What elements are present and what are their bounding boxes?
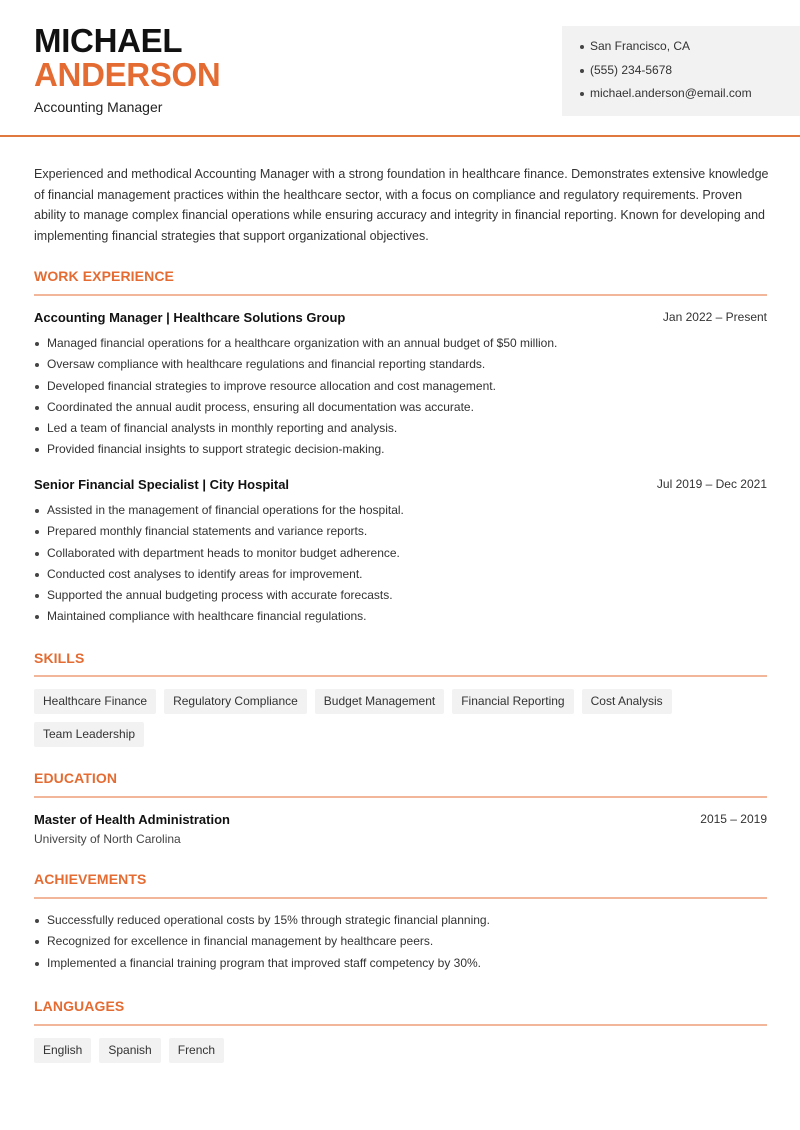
- section-divider: [34, 1024, 767, 1026]
- bullet-icon: [35, 363, 39, 367]
- contact-phone-text: (555) 234-5678: [590, 62, 673, 77]
- skill-tag: Team Leadership: [34, 722, 144, 747]
- bullet-text: Oversaw compliance with healthcare regulations and financial reporting standards.: [47, 357, 486, 372]
- bullet-text: Coordinated the annual audit process, ensuring all documentation was accurate.: [47, 399, 474, 414]
- languages-tags: [34, 1038, 774, 1063]
- bullet-icon: [35, 406, 39, 410]
- school-name: University of North Carolina: [34, 832, 181, 846]
- bullet-text: Managed financial operations for a healthcare organization with an annual budget of $50 million.: [47, 336, 558, 350]
- list-item: [34, 912, 767, 933]
- list-item: [34, 356, 767, 377]
- job-dates: Jul 2019 – Dec 2021: [656, 477, 767, 491]
- bullet-icon: [35, 385, 39, 389]
- language-tag: English: [34, 1038, 91, 1063]
- education-entry-header: [34, 812, 767, 830]
- language-tag: Spanish: [99, 1038, 160, 1063]
- bullet-icon: [35, 962, 39, 966]
- job-bullets: [34, 335, 767, 463]
- job-bullets: [34, 502, 767, 630]
- language-tag: French: [169, 1038, 224, 1063]
- bullet-icon: [35, 509, 39, 513]
- section-title-achievements: ACHIEVEMENTS: [34, 871, 147, 887]
- bullet-icon: [35, 552, 39, 556]
- list-item: [34, 420, 767, 441]
- first-name: MICHAEL: [34, 22, 183, 59]
- list-item: [34, 955, 767, 976]
- bullet-text: Recognized for excellence in financial management by healthcare peers.: [47, 934, 434, 949]
- bullet-text: Successfully reduced operational costs by 15% through strategic financial planning.: [47, 913, 490, 927]
- list-item: [34, 523, 767, 544]
- bullet-icon: [35, 342, 39, 346]
- bullet-icon: [35, 940, 39, 944]
- list-item: [34, 608, 767, 629]
- last-name: ANDERSON: [34, 56, 221, 93]
- job-entry-header: [34, 477, 767, 495]
- section-divider: [34, 897, 767, 899]
- list-item: [34, 399, 767, 420]
- bullet-icon: [35, 448, 39, 452]
- section-title-education: EDUCATION: [34, 770, 118, 786]
- bullet-text: Led a team of financial analysts in monthly reporting and analysis.: [47, 421, 398, 436]
- contact-location: [580, 38, 800, 62]
- bullet-text: Implemented a financial training program that improved staff competency by 30%.: [47, 955, 482, 970]
- bullet-icon: [35, 530, 39, 534]
- contact-phone: [580, 62, 800, 86]
- job-title-company: Senior Financial Specialist | City Hospital: [34, 477, 290, 492]
- list-item: [34, 502, 767, 523]
- contact-location-text: San Francisco, CA: [590, 39, 691, 53]
- contact-email: [580, 85, 800, 109]
- bullet-text: Conducted cost analyses to identify areas for improvement.: [47, 566, 363, 581]
- section-title-languages: LANGUAGES: [34, 998, 125, 1014]
- job-title: Accounting Manager: [34, 99, 163, 115]
- list-item: [34, 587, 767, 608]
- list-item: [34, 441, 767, 462]
- bullet-icon: [35, 919, 39, 923]
- professional-summary: Experienced and methodical Accounting Manager with a strong foundation in healthcare finance. Demonstrates extensive knowledge of financial management practices within the healthcare sector, with a focus on compliance and regulatory requirements. Proven ability to manage complex financial operations while ensuring accuracy and integrity in financial reporting. Known for developing and implementing financial strategies that support organizational objectives.: [34, 167, 769, 243]
- contact-email-text: michael.anderson@email.com: [590, 86, 752, 100]
- list-item: [34, 545, 767, 566]
- education-dates: 2015 – 2019: [700, 812, 767, 826]
- contact-box: [562, 26, 800, 116]
- achievements-list: [34, 912, 767, 976]
- bullet-icon: [580, 45, 584, 49]
- job-entry-header: [34, 310, 767, 328]
- list-item: [34, 566, 767, 587]
- bullet-icon: [580, 92, 584, 96]
- section-title-skills: SKILLS: [34, 650, 85, 666]
- bullet-text: Supported the annual budgeting process with accurate forecasts.: [47, 588, 393, 603]
- bullet-text: Maintained compliance with healthcare financial regulations.: [47, 609, 367, 624]
- bullet-text: Collaborated with department heads to monitor budget adherence.: [47, 545, 400, 560]
- bullet-icon: [35, 573, 39, 577]
- resume-header: [0, 0, 800, 137]
- degree: Master of Health Administration: [34, 812, 230, 827]
- job-title-company: Accounting Manager | Healthcare Solutions Group: [34, 310, 346, 325]
- bullet-text: Prepared monthly financial statements and variance reports.: [47, 524, 368, 539]
- bullet-text: Assisted in the management of financial operations for the hospital.: [47, 503, 404, 517]
- skill-tag: Regulatory Compliance: [164, 689, 307, 714]
- list-item: [34, 335, 767, 356]
- skill-tag: Financial Reporting: [452, 689, 573, 714]
- job-dates: Jan 2022 – Present: [662, 310, 767, 324]
- bullet-icon: [35, 615, 39, 619]
- skill-tag: Cost Analysis: [582, 689, 672, 714]
- bullet-text: Developed financial strategies to improve resource allocation and cost management.: [47, 378, 496, 393]
- section-divider: [34, 675, 767, 677]
- list-item: [34, 378, 767, 399]
- skill-tag: Budget Management: [315, 689, 444, 714]
- section-divider: [34, 796, 767, 798]
- bullet-text: Provided financial insights to support strategic decision-making.: [47, 442, 385, 457]
- bullet-icon: [35, 594, 39, 598]
- list-item: [34, 933, 767, 954]
- section-title-work-experience: WORK EXPERIENCE: [34, 268, 174, 284]
- bullet-icon: [35, 427, 39, 431]
- bullet-icon: [580, 69, 584, 73]
- skill-tag: Healthcare Finance: [34, 689, 156, 714]
- skills-tags: [34, 689, 774, 747]
- section-divider: [34, 294, 767, 296]
